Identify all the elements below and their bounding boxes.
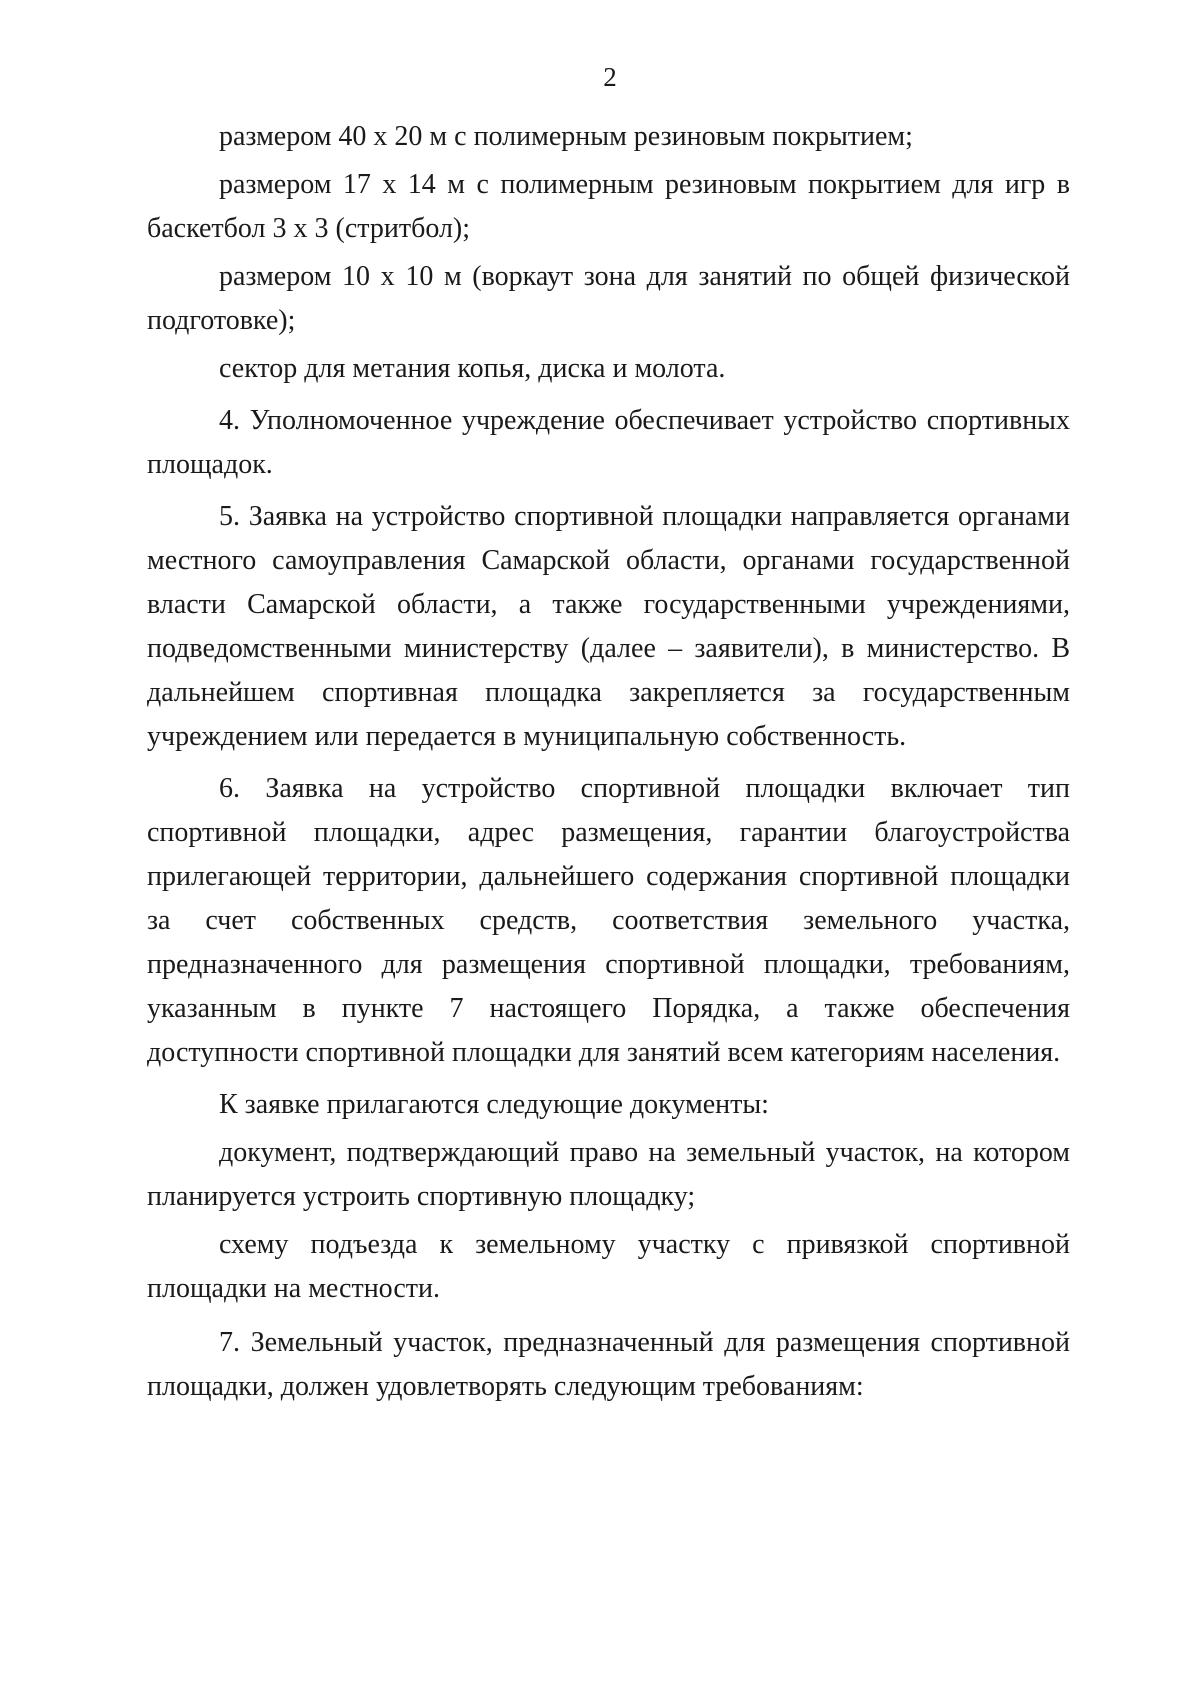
paragraph-item-5: 5. Заявка на устройство спортивной площадки направляется органами местного самоуправления Самарской области, органами государственной власти Самарской области, а также государственными учреждениями, подведомственными министерству (далее – заявители), в министерство. В дальнейшем спортивная площадка закрепляется за государственным учреждением или передается в муниципальную собственность. — [147, 501, 1070, 752]
paragraph-attachments-intro: К заявке прилагаются следующие документы: — [219, 1089, 769, 1120]
paragraph-item-7: 7. Земельный участок, предназначенный для размещения спортивной площадки, должен удовлетворять следующим требованиям: — [147, 1327, 1070, 1402]
paragraph-throwing-sector: сектор для метания копья, диска и молота. — [219, 353, 726, 384]
paragraph-item-4: 4. Уполномоченное учреждение обеспечивает устройство спортивных площадок. — [147, 405, 1070, 480]
paragraph-access-scheme: схему подъезда к земельному участку с привязкой спортивной площадки на местности. — [147, 1229, 1070, 1304]
paragraph-size-40x20: размером 40 х 20 м с полимерным резиновым покрытием; — [219, 121, 913, 152]
paragraph-size-17x14: размером 17 х 14 м с полимерным резиновым покрытием для игр в баскетбол 3 х 3 (стритбол); — [147, 169, 1070, 244]
paragraph-item-6: 6. Заявка на устройство спортивной площадки включает тип спортивной площадки, адрес размещения, гарантии благоустройства прилегающей территории, дальнейшего содержания спортивной площадки за счет собственных средств, соответствия земельного участка, предназначенного для размещения спортивной площадки, требованиям, указанным в пункте 7 настоящего Порядка, а также обеспечения доступности спортивной площадки для занятий всем категориям населения. — [147, 773, 1070, 1068]
paragraph-land-right-document: документ, подтверждающий право на земельный участок, на котором планируется устроить спортивную площадку; — [147, 1137, 1070, 1212]
document-body — [147, 115, 1070, 1409]
paragraph-size-10x10: размером 10 х 10 м (воркаут зона для занятий по общей физической подготовке); — [147, 261, 1070, 336]
page-number: 2 — [603, 62, 617, 92]
